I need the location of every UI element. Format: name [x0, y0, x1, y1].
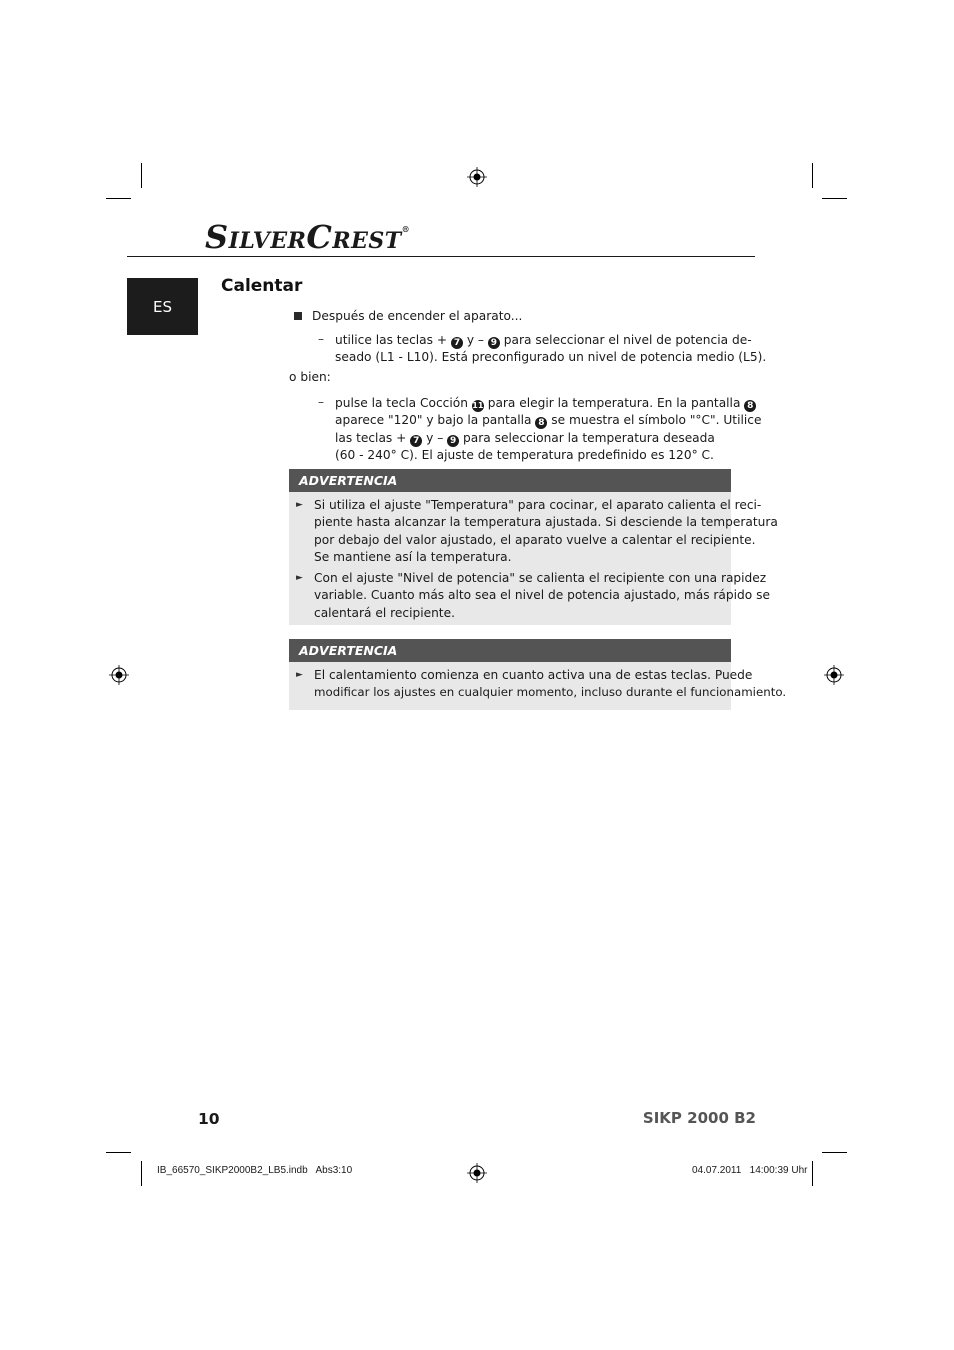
- print-slug-right: 04.07.2011 14:00:39 Uhr: [692, 1165, 808, 1176]
- crop-mark: [141, 1161, 142, 1186]
- display-8-icon: 8: [744, 400, 756, 412]
- warning-box: [289, 469, 778, 625]
- arrow-bullet-icon: ►: [296, 670, 303, 680]
- language-tab: ES: [127, 278, 198, 335]
- option2-text: pulse la tecla Cocción 11 para elegir la temperatura. En la pantalla 8 aparece "120" y bajo la pantalla 8 se muestra el símbolo "°C". Utilice las teclas + 7 y – 9 para seleccionar la temperatura deseada (60 - 240° C). El ajuste de temperatura predefinido es 120° C.: [335, 396, 762, 462]
- warning-box: [289, 639, 787, 710]
- key-11-icon: 11: [472, 401, 484, 410]
- or-text: o bien:: [289, 370, 331, 384]
- model-name: SIKP 2000 B2: [642, 1109, 756, 1127]
- crop-mark: [141, 163, 142, 188]
- crop-mark: [822, 1152, 847, 1153]
- warning-item: ► Con el ajuste "Nivel de potencia" se calienta el recipiente con una rapidez variable. Cuanto más alto sea el nivel de potencia ajustado, más rápido se calentará el recipiente.: [296, 571, 770, 620]
- crop-mark: [812, 163, 813, 188]
- print-slug-left: IB_66570_SIKP2000B2_LB5.indb Abs3:10: [157, 1165, 353, 1176]
- key-7-icon: 7: [410, 435, 422, 447]
- crop-mark: [812, 1161, 813, 1186]
- arrow-bullet-icon: ►: [296, 500, 303, 510]
- registration-mark-icon: [467, 167, 487, 187]
- registration-mark-icon: [109, 665, 129, 685]
- display-8-icon: 8: [535, 417, 547, 429]
- warning-item: ► Si utiliza el ajuste "Temperatura" para cocinar, el aparato calienta el reci- piente hasta alcanzar la temperatura ajustada. Si desciende la temperatura por debajo del valor ajustado, el aparato vuelve a calentar el recipiente. Se mantiene así la temperatura.: [296, 498, 778, 564]
- key-9-icon: 9: [488, 337, 500, 349]
- header-rule: [127, 256, 755, 257]
- crop-mark: [106, 198, 131, 199]
- silvercrest-logo: SILVERCREST®: [205, 218, 411, 256]
- warning-heading: ADVERTENCIA: [289, 469, 731, 492]
- warning-heading: ADVERTENCIA: [289, 639, 731, 662]
- crop-mark: [106, 1152, 131, 1153]
- intro-text: Después de encender el aparato...: [312, 309, 523, 323]
- page-number: 10: [198, 1110, 220, 1128]
- dash-bullet: –: [318, 332, 324, 346]
- registration-mark-icon: [824, 665, 844, 685]
- section-title: Calentar: [221, 276, 303, 296]
- warning-item: ► El calentamiento comienza en cuanto activa una de estas teclas. Puede modificar los ajustes en cualquier momento, incluso durante el funcionamiento.: [296, 668, 787, 700]
- arrow-bullet-icon: ►: [296, 573, 303, 584]
- registration-mark-icon: [467, 1163, 487, 1183]
- square-bullet-icon: [294, 312, 302, 320]
- key-7-icon: 7: [451, 337, 463, 349]
- crop-mark: [822, 198, 847, 199]
- dash-bullet: –: [318, 395, 324, 409]
- key-9-icon: 9: [447, 435, 459, 447]
- option1-text: utilice las teclas + 7 y – 9 para seleccionar el nivel de potencia de- seado (L1 - L10). Está preconfigurado un nivel de potencia medio (L5).: [335, 333, 767, 365]
